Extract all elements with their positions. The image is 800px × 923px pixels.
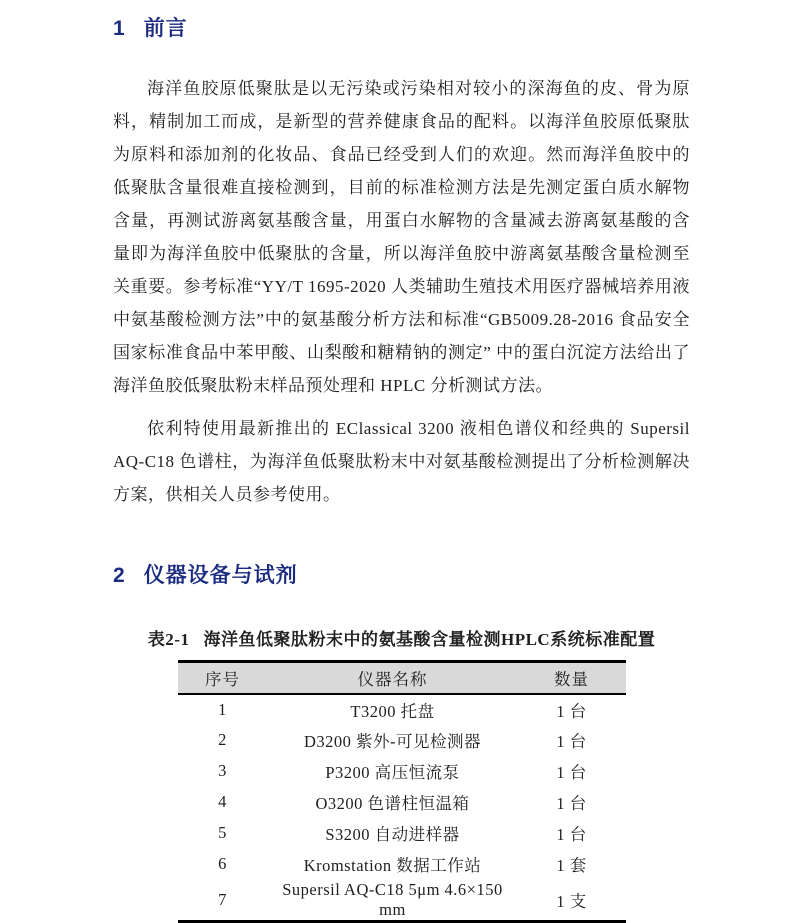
cell-index: 6 xyxy=(218,854,227,873)
table-row xyxy=(178,756,626,787)
section-1-title: 前言 xyxy=(143,17,188,40)
section-2-heading xyxy=(113,559,690,589)
table-caption xyxy=(113,625,690,650)
section-2-title: 仪器设备与试剂 xyxy=(143,564,298,587)
cell-instrument: P3200 高压恒流泵 xyxy=(325,763,460,782)
cell-instrument: Supersil AQ-C18 5μm 4.6×150 mm xyxy=(282,879,503,919)
hplc-config-table xyxy=(178,660,626,923)
table-row xyxy=(178,787,626,818)
section-1-paragraph-2: 依利特使用最新推出的 EClassical 3200 液相色谱仪和经典的 Supersil AQ-C18 色谱柱，为海洋鱼低聚肽粉末中对氨基酸检测提出了分析检测解决方案，供相关人员参考使用。 xyxy=(113,419,690,504)
cell-index: 1 xyxy=(218,699,227,719)
cell-index: 2 xyxy=(218,730,227,749)
cell-quantity: 1 套 xyxy=(556,856,587,875)
cell-instrument: O3200 色谱柱恒温箱 xyxy=(315,794,470,813)
section-1-paragraph-1: 海洋鱼胶原低聚肽是以无污染或污染相对较小的深海鱼的皮、骨为原料，精制加工而成，是新型的营养健康食品的配料。以海洋鱼胶原低聚肽为原料和添加剂的化妆品、食品已经受到人们的欢迎。然而海洋鱼胶中的低聚肽含量很难直接检测到，目前的标准检测方法是先测定蛋白质水解物含量，再测试游离氨基酸含量，用蛋白水解物的含量减去游离氨基酸的含量即为海洋鱼胶中低聚肽的含量，所以海洋鱼胶中游离氨基酸含量检测至关重要。参考标准“YY/T 1695-2020 人类辅助生殖技术用医疗器械培养用液中氨基酸检测方法”中的氨基酸分析方法和标准“GB5009.28-2016 食品安全国家标准食品中苯甲酸、山梨酸和糖精钠的测定” 中的蛋白沉淀方法给出了海洋鱼胶低聚肽粉末样品预处理和 HPLC 分析测试方法。 xyxy=(113,79,690,395)
cell-index: 4 xyxy=(218,792,227,811)
cell-instrument: T3200 托盘 xyxy=(350,701,435,721)
table-caption-label: 表2-1 xyxy=(147,630,190,649)
column-header-quantity: 数量 xyxy=(554,669,589,689)
table-row xyxy=(178,849,626,880)
table-caption-text: 海洋鱼低聚肽粉末中的氨基酸含量检测HPLC系统标准配置 xyxy=(203,630,656,649)
table-header xyxy=(178,662,626,694)
table-body xyxy=(178,694,626,922)
section-1-number: 1 xyxy=(113,17,126,40)
cell-index: 3 xyxy=(218,761,227,780)
cell-index: 7 xyxy=(218,889,227,909)
cell-instrument: Kromstation 数据工作站 xyxy=(303,856,482,875)
column-header-index: 序号 xyxy=(205,669,240,689)
cell-instrument: D3200 紫外-可见检测器 xyxy=(303,732,482,751)
cell-quantity: 1 台 xyxy=(556,701,587,721)
section-2-number: 2 xyxy=(113,564,126,587)
cell-quantity: 1 台 xyxy=(556,763,587,782)
cell-index: 5 xyxy=(218,823,227,842)
cell-instrument: S3200 自动进样器 xyxy=(325,825,460,844)
cell-quantity: 1 台 xyxy=(556,794,587,813)
table-row xyxy=(178,725,626,756)
section-1-heading xyxy=(113,12,690,42)
cell-quantity: 1 支 xyxy=(556,891,587,911)
table-row xyxy=(178,818,626,849)
cell-quantity: 1 台 xyxy=(556,825,587,844)
table-row xyxy=(178,880,626,922)
cell-quantity: 1 台 xyxy=(556,732,587,751)
table-header-row xyxy=(178,662,626,694)
table-row xyxy=(178,694,626,725)
column-header-instrument: 仪器名称 xyxy=(357,669,428,689)
